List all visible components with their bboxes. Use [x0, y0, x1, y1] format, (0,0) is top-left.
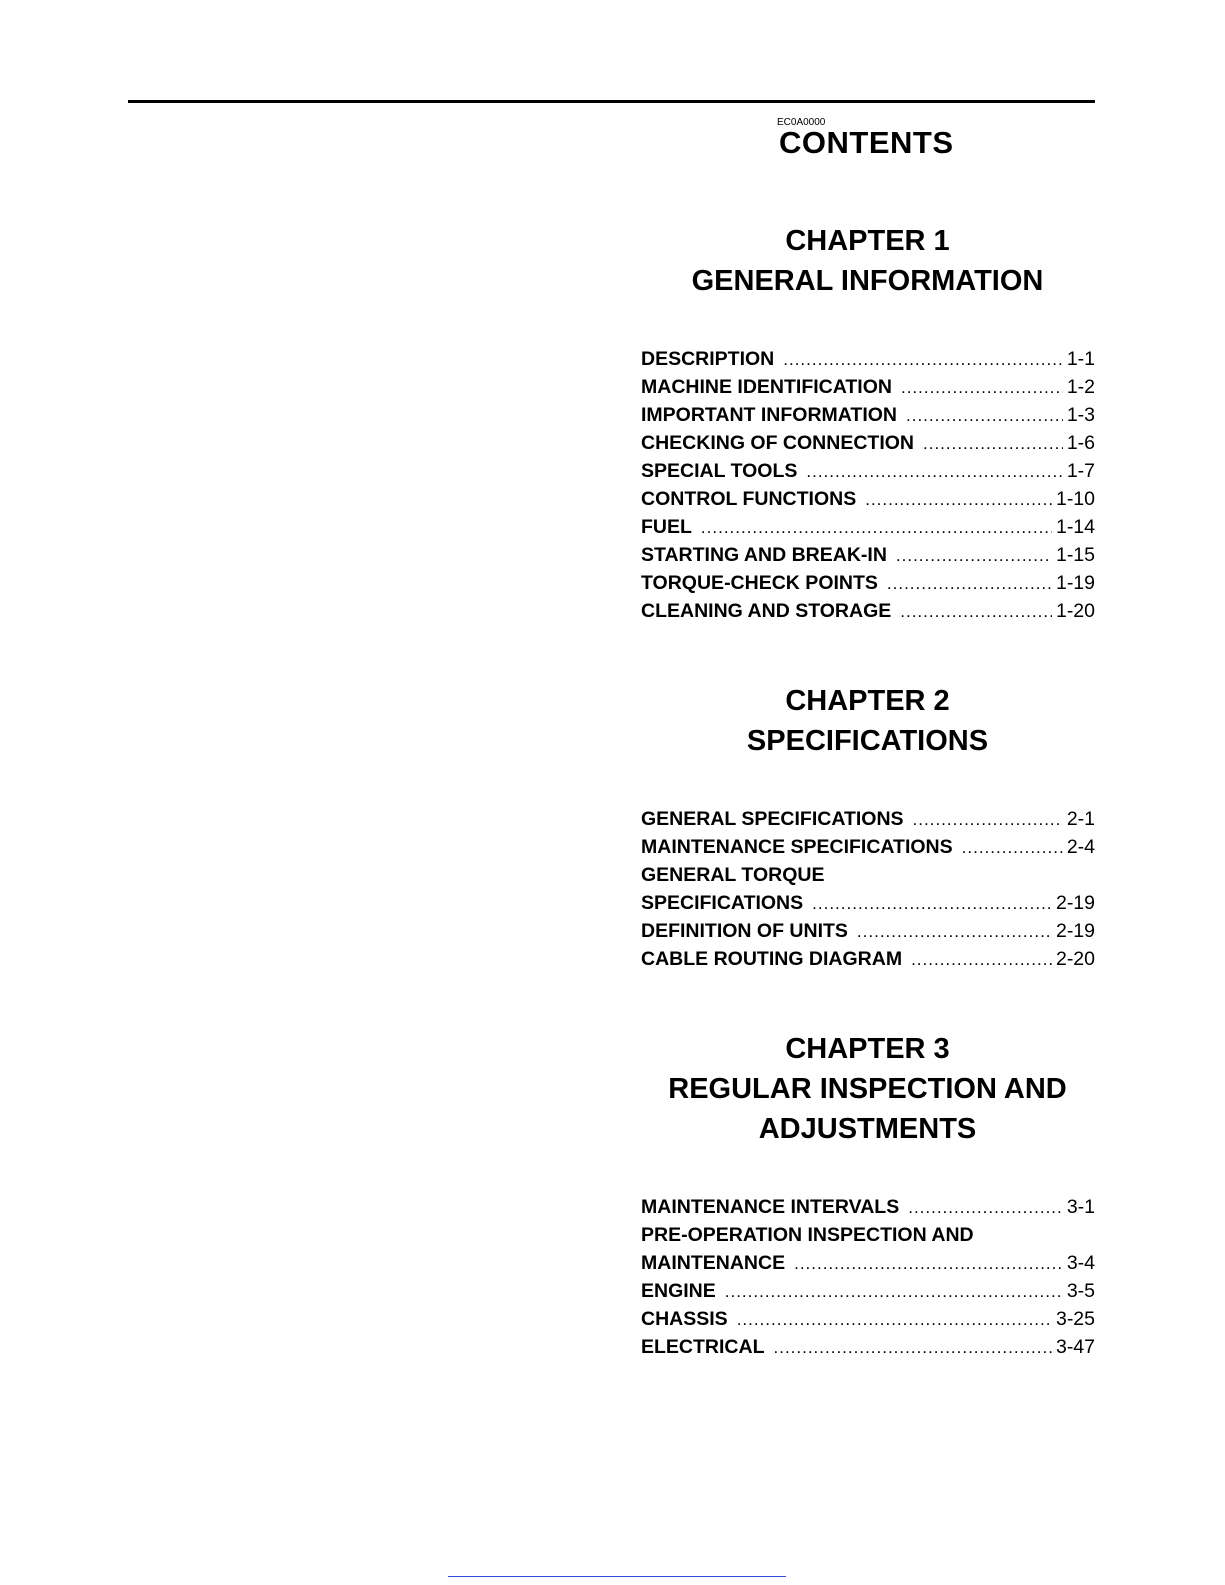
toc-entry[interactable] [641, 889, 1095, 917]
chapter-2-toc [641, 805, 1095, 973]
section-code: EC0A0000 [777, 117, 826, 128]
chapter-1-heading [640, 221, 1095, 301]
toc-entry-page: 2-20 [1055, 948, 1095, 970]
page-title: CONTENTS [779, 125, 954, 160]
chapter-1-toc [641, 345, 1095, 625]
toc-entry-page: 1-6 [1066, 432, 1095, 454]
toc-entry-page: 1-2 [1066, 376, 1095, 398]
toc-entry-label: CONTROL FUNCTIONS [641, 488, 857, 510]
dot-leader [900, 598, 1052, 625]
toc-entry-label: GENERAL TORQUE [641, 864, 825, 886]
chapter-number: CHAPTER 3 [785, 1033, 950, 1065]
chapter-number: CHAPTER 1 [785, 225, 950, 257]
toc-entry-page: 2-1 [1066, 808, 1095, 830]
dot-leader [701, 514, 1052, 541]
toc-entry-label: IMPORTANT INFORMATION [641, 404, 897, 426]
toc-entry-label: SPECIFICATIONS [641, 892, 804, 914]
toc-entry[interactable] [641, 1305, 1095, 1333]
toc-entry[interactable] [641, 945, 1095, 973]
dot-leader [774, 1334, 1052, 1361]
dot-leader [783, 346, 1063, 373]
toc-entry-label: FUEL [641, 516, 692, 538]
toc-entry-label: CHECKING OF CONNECTION [641, 432, 914, 454]
toc-entry[interactable] [641, 345, 1095, 373]
toc-entry-page: 2-19 [1055, 892, 1095, 914]
toc-entry[interactable] [641, 861, 1095, 889]
dot-leader [737, 1306, 1052, 1333]
dot-leader [865, 486, 1052, 513]
toc-entry-page: 3-47 [1055, 1336, 1095, 1358]
chapter-title: SPECIFICATIONS [746, 725, 989, 757]
toc-entry-page: 3-1 [1066, 1196, 1095, 1218]
chapter-title: GENERAL INFORMATION [691, 265, 1044, 297]
toc-entry-label: CABLE ROUTING DIAGRAM [641, 948, 903, 970]
toc-entry-page: 3-25 [1055, 1308, 1095, 1330]
chapter-3-heading [640, 1029, 1095, 1149]
toc-entry-label: MAINTENANCE INTERVALS [641, 1196, 900, 1218]
toc-entry[interactable] [641, 917, 1095, 945]
toc-entry[interactable] [641, 429, 1095, 457]
toc-entry-label: PRE-OPERATION INSPECTION AND [641, 1224, 974, 1246]
chapter-title: REGULAR INSPECTION AND [668, 1073, 1067, 1105]
toc-entry[interactable] [641, 457, 1095, 485]
toc-entry-page: 2-4 [1066, 836, 1095, 858]
toc-entry[interactable] [641, 401, 1095, 429]
toc-entry-page: 2-19 [1055, 920, 1095, 942]
toc-entry[interactable] [641, 1193, 1095, 1221]
dot-leader [857, 918, 1052, 945]
dot-leader [794, 1250, 1063, 1277]
toc-entry[interactable] [641, 833, 1095, 861]
toc-entry-page: 1-14 [1055, 516, 1095, 538]
dot-leader [923, 430, 1063, 457]
toc-entry[interactable] [641, 1221, 1095, 1249]
toc-entry-label: STARTING AND BREAK-IN [641, 544, 887, 566]
toc-entry[interactable] [641, 1277, 1095, 1305]
toc-entry-label: CHASSIS [641, 1308, 728, 1330]
toc-entry[interactable] [641, 805, 1095, 833]
toc-entry-page: 3-5 [1066, 1280, 1095, 1302]
toc-entry-label: ENGINE [641, 1280, 716, 1302]
toc-entry-label: DEFINITION OF UNITS [641, 920, 848, 942]
toc-entry-label: DESCRIPTION [641, 348, 775, 370]
toc-entry[interactable] [641, 569, 1095, 597]
bottom-link-underline[interactable] [448, 1576, 786, 1577]
toc-entry-page: 1-3 [1066, 404, 1095, 426]
top-rule [128, 100, 1095, 103]
toc-entry-page: 3-4 [1066, 1252, 1095, 1274]
toc-entry[interactable] [641, 513, 1095, 541]
chapter-title: ADJUSTMENTS [758, 1113, 977, 1145]
toc-entry[interactable] [641, 373, 1095, 401]
dot-leader [812, 890, 1052, 917]
dot-leader [913, 806, 1063, 833]
chapter-3-toc [641, 1193, 1095, 1361]
toc-entry-label: ELECTRICAL [641, 1336, 765, 1358]
dot-leader [911, 946, 1052, 973]
toc-entry[interactable] [641, 597, 1095, 625]
toc-entry-page: 1-19 [1055, 572, 1095, 594]
toc-entry-label: TORQUE-CHECK POINTS [641, 572, 878, 594]
dot-leader [725, 1278, 1063, 1305]
toc-entry-label: CLEANING AND STORAGE [641, 600, 892, 622]
toc-entry-page: 1-1 [1066, 348, 1095, 370]
chapter-2-heading [640, 681, 1095, 761]
toc-entry-label: SPECIAL TOOLS [641, 460, 798, 482]
toc-entry-page: 1-20 [1055, 600, 1095, 622]
toc-entry-label: GENERAL SPECIFICATIONS [641, 808, 904, 830]
toc-entry-label: MAINTENANCE [641, 1252, 786, 1274]
toc-entry-page: 1-7 [1066, 460, 1095, 482]
dot-leader [908, 1194, 1063, 1221]
toc-entry-label: MACHINE IDENTIFICATION [641, 376, 892, 398]
dot-leader [896, 542, 1052, 569]
toc-entry[interactable] [641, 1249, 1095, 1277]
toc-entry[interactable] [641, 485, 1095, 513]
dot-leader [806, 458, 1062, 485]
toc-entry-label: MAINTENANCE SPECIFICATIONS [641, 836, 953, 858]
dot-leader [962, 834, 1063, 861]
toc-entry[interactable] [641, 541, 1095, 569]
dot-leader [906, 402, 1063, 429]
toc-entry-page: 1-10 [1055, 488, 1095, 510]
dot-leader [901, 374, 1063, 401]
toc-entry[interactable] [641, 1333, 1095, 1361]
chapter-number: CHAPTER 2 [785, 685, 950, 717]
dot-leader [887, 570, 1052, 597]
toc-entry-page: 1-15 [1055, 544, 1095, 566]
